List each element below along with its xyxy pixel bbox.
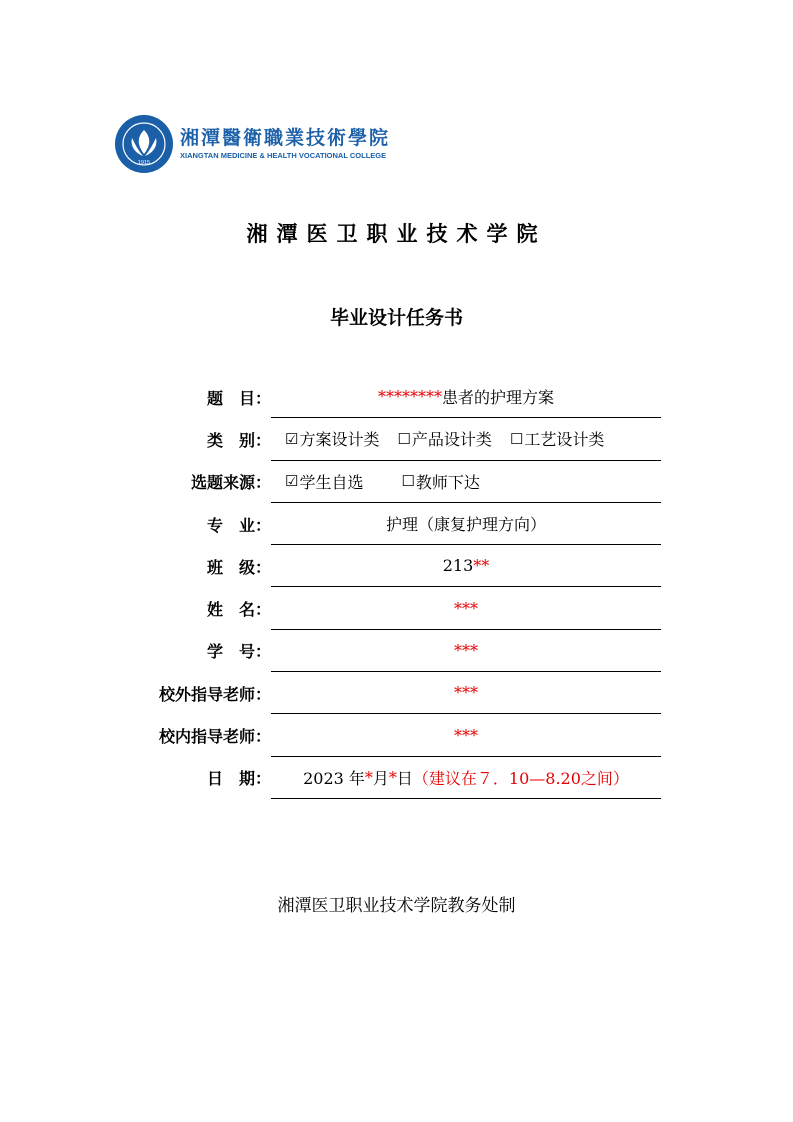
date-month-masked: *	[364, 767, 373, 787]
date-day-unit: 日	[396, 768, 413, 788]
form-row-int-advisor	[130, 714, 661, 756]
form-row-class	[130, 545, 661, 587]
topic-field	[271, 376, 661, 418]
major-label: 专 业：	[206, 515, 271, 535]
form-row-ext-advisor	[130, 672, 661, 714]
class-value-masked: **	[473, 556, 490, 576]
topic-label: 题 目：	[206, 388, 271, 408]
student-id-label: 学 号：	[206, 642, 271, 662]
name-label: 姓 名：	[206, 600, 271, 620]
checkbox-checked-icon: ☑	[285, 472, 299, 491]
date-year: 2023 年	[303, 768, 365, 788]
int-advisor-field: ***	[271, 714, 661, 756]
school-emblem-icon	[114, 114, 174, 174]
category-label: 类 别：	[206, 430, 271, 450]
ext-advisor-field: ***	[271, 672, 661, 714]
date-month-unit: 月	[372, 768, 389, 788]
ext-advisor-label: 校外指导老师：	[158, 684, 271, 704]
checkbox-unchecked-icon: ☐	[401, 472, 415, 491]
source-option-teacher[interactable]	[401, 470, 479, 493]
checkbox-unchecked-icon: ☐	[509, 429, 524, 448]
task-form	[130, 376, 661, 799]
class-label: 班 级：	[206, 557, 271, 577]
class-field	[271, 545, 661, 587]
major-field: 护理（康复护理方向）	[271, 503, 661, 545]
school-name-heading: 湘潭医卫职业技术学院	[246, 222, 547, 246]
form-row-date	[130, 757, 661, 799]
date-field	[271, 757, 661, 799]
issuer-footer: 湘潭医卫职业技术学院教务处制	[277, 896, 516, 916]
class-value: 213	[442, 556, 474, 576]
int-advisor-label: 校内指导老师：	[158, 727, 271, 747]
name-field: ***	[271, 587, 661, 629]
category-option-process[interactable]	[510, 427, 604, 450]
source-option-student[interactable]	[285, 470, 363, 493]
category-field	[271, 418, 661, 460]
school-logo-name-en: XIANGTAN MEDICINE & HEALTH VOCATIONAL COLLEGE	[180, 151, 387, 160]
form-row-source	[130, 461, 661, 503]
checkbox-unchecked-icon: ☐	[397, 429, 411, 448]
topic-prefix: ********	[377, 387, 442, 407]
document-title: 毕业设计任务书	[329, 307, 463, 329]
date-note: （建议在７．10—8.20之间）	[412, 768, 629, 788]
form-row-category	[130, 418, 661, 460]
student-id-field: ***	[271, 630, 661, 672]
category-option-label: 方案设计类	[299, 430, 380, 450]
form-row-name	[130, 587, 661, 629]
form-row-major	[130, 503, 661, 545]
school-logo	[114, 114, 391, 174]
category-option-plan[interactable]	[285, 427, 379, 450]
emblem-year: 1915	[137, 160, 151, 166]
topic-text: 患者的护理方案	[441, 388, 554, 408]
category-option-label: 产品设计类	[411, 430, 492, 450]
form-row-student-id	[130, 630, 661, 672]
checkbox-checked-icon: ☑	[285, 429, 299, 448]
category-option-product[interactable]	[397, 427, 491, 450]
source-label: 选题来源：	[190, 473, 271, 493]
category-option-label: 工艺设计类	[524, 430, 605, 450]
form-row-topic	[130, 376, 661, 418]
date-day-masked: *	[388, 767, 397, 787]
school-logo-name-cn: 湘潭醫衛職業技術學院	[180, 127, 391, 149]
source-option-label: 教师下达	[415, 472, 480, 492]
date-label: 日 期：	[206, 769, 271, 789]
source-field	[271, 461, 661, 503]
source-option-label: 学生自选	[299, 472, 364, 492]
